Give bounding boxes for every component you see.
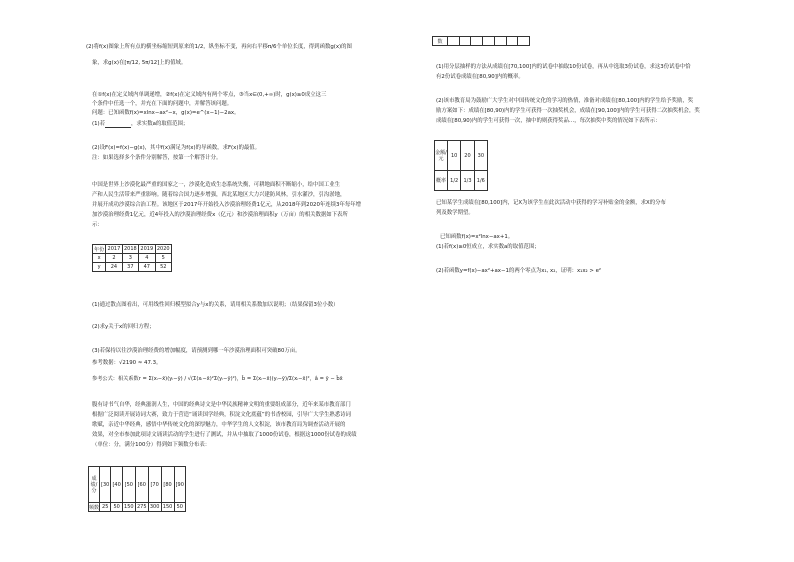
table-cell: 频数: [89, 504, 100, 511]
table-cell: 150: [162, 504, 173, 510]
table-cell: [494, 37, 506, 46]
table-cell: 成绩/分: [89, 467, 100, 503]
table-cell: 52: [155, 263, 172, 272]
table-cell: 1/3: [461, 171, 474, 191]
table-cell: 300: [149, 504, 160, 510]
q5-paragraph-4: 效果，对全市参加此项诗文诵读活动的学生进行了测试，并从中抽取了1000份试卷，根据这1000份试卷的成绩: [92, 432, 357, 438]
table-cell: [448, 37, 460, 46]
table-cell: 2020: [156, 246, 170, 252]
table-cell: [506, 37, 518, 46]
table-row: [435, 141, 488, 171]
table-cell: 年份: [94, 246, 105, 253]
q5-paragraph-1: 腹有诗书气自华，经典滋润人生，中国的经典诗文是中华民族精神文明的重要组成部分，近年来某市教育部门: [92, 402, 351, 408]
table-cell: [60: [135, 467, 148, 503]
table-cell: [518, 37, 530, 46]
q4-paragraph-1: 中国是世界上沙漠化最严重的国家之一，沙漠化造成生态系统失衡，可耕地面积不断缩小，给中国工业生: [92, 182, 340, 188]
table-cell: [483, 37, 495, 46]
table-cell: 概率: [435, 171, 448, 191]
table-row: [433, 37, 530, 46]
r-sub-3-line-1: 已知某学生成绩在[80,100]内，记X为该学生在此次活动中获得的学习补贴金的金额，求X的分布: [436, 200, 666, 206]
r-sub-2-line-1: (2)该市教育局为鼓励广大学生对中国传统文化的学习的热情，准备对成绩在[80,100]内的学生给予奖励，奖: [436, 98, 694, 104]
table-cell: 4: [139, 254, 155, 263]
r-sub-2-line-3: 成绩在[80,90)内的学生可获得一次，抽中的则获得奖品…，每次抽奖中奖的情况如下表所示：: [436, 118, 661, 124]
q4-paragraph-5: 示：: [92, 222, 103, 228]
table-row: [89, 467, 186, 503]
r-sub-1-line-1: (1)用分层抽样的方法从成绩在[70,100]内的试卷中抽取10份试卷，再从中选取3份试卷，求这3份试卷中恰: [436, 64, 691, 70]
answer-blank: [105, 122, 131, 128]
r-q-func-line-2: (1)若f(x)≥0恒成立，求实数a的取值范围；: [436, 244, 540, 250]
table-cell: 1/2: [448, 171, 461, 191]
q3-line-2: 个条件中任选一个，并充在下面的问题中，并解答该问题。: [92, 101, 233, 107]
q4-sub-2: (2)求y关于x的回归方程；: [92, 324, 155, 330]
q3-line-4: [92, 121, 188, 128]
table-cell: [70: [148, 467, 161, 503]
q4-reference-formula: 参考公式：相关系数r = Σ(xᵢ−x̄)(yᵢ−ȳ) / √(Σ(xᵢ−x̄)²Σ(yᵢ−ȳ)²)，b̂ = Σ(xᵢ−x̄)(yᵢ−ȳ)/Σ(xᵢ−x̄)²，â = ȳ − b̂x̄: [92, 376, 343, 382]
table-cell: 金额/元: [435, 141, 448, 171]
table-row: [89, 503, 186, 512]
table-cell: 5: [155, 254, 172, 263]
table-cell: 37: [122, 263, 138, 272]
r-sub-3-line-2: 列及数学期望。: [436, 210, 474, 216]
q5-frequency-table: [88, 466, 186, 512]
table-cell: 2: [106, 254, 122, 263]
table-row: [93, 245, 172, 254]
table-row: [435, 171, 488, 191]
table-cell: 2019: [140, 246, 154, 252]
table-cell: [90: [174, 467, 185, 503]
q4-sub-3: (3)若保持以往沙漠治理经费的增加幅度，请预测到哪一年沙漠治理面积可突破80万亩。: [92, 348, 301, 354]
q5-paragraph-3: 歌赋，亲近中华经典，感悟中华传统文化的深厚魅力，中华学生的人文积淀，该市教育局为调查活动开展的: [92, 422, 346, 428]
table-cell: 50: [174, 503, 185, 512]
table-row: [93, 263, 172, 272]
table-cell: [80: [161, 467, 174, 503]
table-cell: [40: [111, 467, 122, 503]
q3-line-4-start: (1)若: [92, 121, 106, 127]
continued-frequency-table: [432, 36, 530, 46]
r-sub-2-line-2: 励方案如下：成绩在[80,90)内的学生可获得一次抽奖机会，成绩在[90,100]内的学生可获得二次抽奖机会，奖: [436, 108, 700, 114]
q4-data-table: [92, 244, 172, 272]
q3-line-5: (2)设F(x)=f(x)−g(x)，其中f(x)满足为f(x)的导函数，求F(x)的最值。: [92, 145, 261, 151]
q3-line-1: 在①f(x)在定义域内单调递增，②f(x)在定义域内有两个零点，③当x∈(0,+∞)时，g(x)≥0成立这三: [92, 92, 327, 98]
q5-paragraph-2: 根据广泛阅读开展诗词大赛，致力于营造“诵读国学经典，积淀文化底蕴”的书香校园，引导广大学生熟悉诗词: [92, 412, 351, 418]
q2-line-2: 象，求g(x)在[π/12, 5π/12]上的值域。: [92, 60, 187, 66]
q2-line-1: (2)将f(x)图象上所有点的横坐标缩短到原来的1/2，纵坐标不变，再向右平移π/6个单位长度，得到函数g(x)的图: [86, 44, 352, 50]
table-cell: 47: [139, 263, 155, 272]
table-cell: 30: [474, 141, 487, 171]
q3-line-6: 注：如果选择多个条件分别解答，按第一个解答计分。: [92, 155, 222, 161]
table-row: [93, 254, 172, 263]
q4-reference-data: 参考数据：√2190 ≈ 47.3。: [92, 360, 162, 366]
r-sub-1-line-2: 有2份试卷成绩在[80,90]内的概率。: [436, 74, 524, 80]
q5-paragraph-5: （单位：分，满分100分）得到如下频数分布表：: [92, 442, 211, 448]
r-q-func-line-1: 已知函数f(x)=x²lnx−ax+1。: [440, 234, 514, 240]
table-cell: 2017: [107, 246, 121, 252]
prize-table: [434, 140, 488, 191]
q4-paragraph-2: 产和人民生活带来严重影响。随着综合国力逐步增强，西北某地区大力兴建防风林，引水灌沙，引沟淤地，: [92, 192, 346, 198]
q4-paragraph-4: 加沙漠治理经费1亿元，近4年投入的沙漠治理经费x（亿元）和沙漠治理面积y（万亩）的相关数据如下表所: [92, 212, 348, 218]
table-cell: [30: [100, 467, 111, 503]
table-cell: [471, 37, 483, 46]
q3-line-4-end: ，求实数a的取值范围；: [131, 121, 189, 127]
table-cell: [50: [122, 467, 135, 503]
q4-sub-1: (1)通过散点图看出，可用线性回归模型拟合y与x的关系，请用相关系数加以说明；（结果保留3位小数）: [92, 302, 339, 308]
r-q-func-line-3: (2)若函数y=f(x)−ax²+ax−1的两个零点为x₁, x₂，证明：x₁x₂ > e²: [436, 268, 602, 274]
q4-paragraph-3: 并展开成功沙漠综合治工程。该地区于2017年开始投入沙漠治理经费1亿元，从2018年到2020年连续3年每年增: [92, 202, 362, 208]
table-cell: 10: [448, 141, 461, 171]
table-cell: 3: [122, 254, 138, 263]
table-cell: 20: [461, 141, 474, 171]
table-cell: 275: [136, 504, 147, 510]
table-cell: 150: [124, 504, 134, 510]
table-cell: 1/6: [474, 171, 487, 191]
table-cell: 数: [433, 37, 448, 46]
table-cell: 50: [111, 503, 122, 512]
table-cell: [459, 37, 471, 46]
table-cell: y: [93, 263, 106, 272]
table-cell: 24: [106, 263, 122, 272]
table-cell: x: [93, 254, 106, 263]
table-cell: 25: [100, 503, 111, 512]
q3-line-3: 问题：已知函数f(x)=xlnx−ax²−x，g(x)=e^(x−1)−2ax。: [92, 110, 240, 116]
table-cell: 2018: [123, 246, 137, 252]
